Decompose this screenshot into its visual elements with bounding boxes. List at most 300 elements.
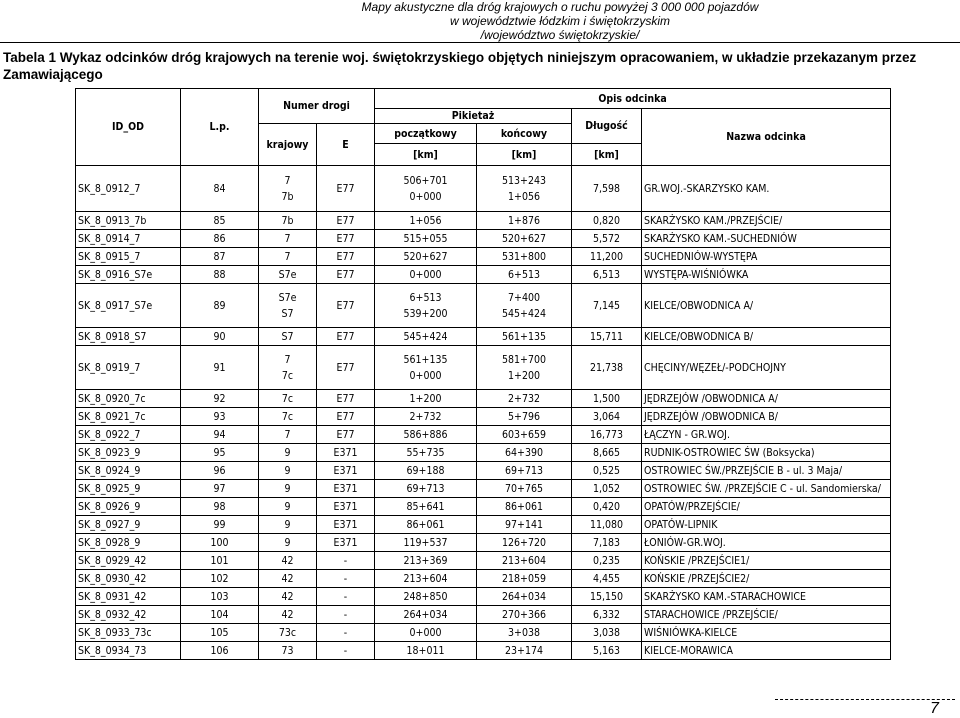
cell-e-value: E77 [336, 268, 355, 281]
table-row [76, 212, 891, 230]
cell-krajowy [259, 328, 317, 346]
table-row [76, 248, 891, 266]
cell-name-value: ŁONIÓW-GR.WOJ. [644, 536, 726, 549]
cell-lp-value: 86 [213, 232, 226, 245]
cell-e [317, 212, 375, 230]
cell-krajowy-value: 9 [284, 536, 291, 549]
cell-lp [181, 248, 259, 266]
cell-start-value: 119+537 [403, 536, 448, 549]
table-row [76, 570, 891, 588]
header-line-1: Mapy akustyczne dla dróg krajowych o ruchu powyżej 3 000 000 pojazdów [361, 0, 759, 14]
cell-end-value: 7+400 [508, 291, 540, 304]
cell-krajowy [259, 480, 317, 498]
cell-length-value: 4,455 [592, 572, 621, 585]
cell-start [375, 408, 477, 426]
cell-name-value: STARACHOWICE /PRZEJŚCIE/ [644, 608, 778, 621]
cell-id [76, 534, 181, 552]
cell-krajowy [259, 534, 317, 552]
cell-e [317, 642, 375, 660]
cell-name [642, 328, 891, 346]
cell-end [477, 266, 572, 284]
cell-krajowy-value: 42 [281, 572, 294, 585]
cell-name-value: WYSTĘPA-WIŚNIÓWKA [644, 268, 749, 281]
cell-name-value: OSTROWIEC ŚW. /PRZEJŚCIE C - ul. Sandomierska/ [644, 482, 881, 495]
header-rule [0, 42, 960, 43]
table-row [76, 166, 891, 212]
cell-krajowy-value: 7b [281, 190, 294, 203]
cell-id [76, 570, 181, 588]
cell-e [317, 230, 375, 248]
cell-name-value: JĘDRZEJÓW /OBWODNICA B/ [644, 410, 778, 423]
cell-name [642, 642, 891, 660]
cell-length [572, 642, 642, 660]
cell-end [477, 390, 572, 408]
table-row [76, 426, 891, 444]
header-line-2: w województwie łódzkim i świętokrzyskim [449, 14, 671, 28]
cell-krajowy [259, 346, 317, 390]
cell-name-value: KIELCE-MORAWICA [644, 644, 733, 657]
cell-length-value: 11,080 [589, 518, 624, 531]
footer-rule [775, 699, 955, 700]
col-numer-header: Numer drogi [259, 89, 375, 124]
table-row [76, 444, 891, 462]
cell-id-value: SK_8_0912_7 [78, 182, 141, 195]
cell-id-value: SK_8_0928_9 [78, 536, 141, 549]
cell-start-value: 18+011 [406, 644, 445, 657]
cell-e-value: E371 [333, 518, 358, 531]
cell-e [317, 266, 375, 284]
cell-id [76, 248, 181, 266]
cell-start-value: 213+369 [403, 554, 448, 567]
cell-length [572, 426, 642, 444]
cell-length [572, 390, 642, 408]
cell-id-value: SK_8_0920_7c [78, 392, 146, 405]
cell-end-value: 86+061 [505, 500, 543, 513]
cell-e-value: - [343, 626, 348, 639]
cell-length-value: 7,145 [592, 299, 621, 312]
unit-km-length: [km] [572, 144, 642, 166]
cell-end [477, 166, 572, 212]
cell-e-value: E371 [333, 446, 358, 459]
cell-id-value: SK_8_0919_7 [78, 361, 141, 374]
cell-end-value: 69+713 [505, 464, 543, 477]
cell-lp-value: 88 [213, 268, 226, 281]
cell-krajowy-value: S7 [281, 330, 294, 343]
cell-end-value: 270+366 [502, 608, 546, 621]
cell-id-value: SK_8_0922_7 [78, 428, 141, 441]
cell-e [317, 408, 375, 426]
cell-e-value: E77 [336, 182, 355, 195]
cell-start [375, 346, 477, 390]
table-row [76, 230, 891, 248]
table-row [76, 516, 891, 534]
cell-start-value: 248+850 [403, 590, 448, 603]
cell-lp [181, 570, 259, 588]
cell-id [76, 266, 181, 284]
cell-end-value: 6+513 [508, 268, 540, 281]
cell-length-value: 5,163 [592, 644, 621, 657]
cell-end [477, 480, 572, 498]
col-koncowy-header: końcowy [477, 124, 572, 144]
cell-e [317, 498, 375, 516]
unit-km-start: [km] [375, 144, 477, 166]
cell-length-value: 0,420 [592, 500, 621, 513]
cell-name-value: WIŚNIÓWKA-KIELCE [644, 626, 738, 639]
cell-id-value: SK_8_0930_42 [78, 572, 147, 585]
cell-lp-value: 87 [213, 250, 226, 263]
cell-krajowy-value: 9 [284, 500, 291, 513]
cell-name [642, 552, 891, 570]
cell-end-value: 70+765 [505, 482, 543, 495]
cell-id [76, 462, 181, 480]
cell-e [317, 534, 375, 552]
cell-length-value: 3,064 [592, 410, 621, 423]
cell-e-value: E77 [336, 214, 355, 227]
cell-krajowy [259, 426, 317, 444]
cell-end [477, 534, 572, 552]
cell-e [317, 390, 375, 408]
cell-krajowy [259, 444, 317, 462]
cell-krajowy [259, 266, 317, 284]
cell-end [477, 346, 572, 390]
cell-lp [181, 462, 259, 480]
cell-id [76, 346, 181, 390]
cell-end [477, 284, 572, 328]
cell-id-value: SK_8_0929_42 [78, 554, 147, 567]
cell-length-value: 6,513 [592, 268, 621, 281]
cell-start [375, 426, 477, 444]
cell-start [375, 570, 477, 588]
document-header [240, 0, 880, 42]
cell-e-value: E371 [333, 500, 358, 513]
cell-length-value: 7,183 [592, 536, 621, 549]
cell-id [76, 498, 181, 516]
cell-lp-value: 94 [213, 428, 226, 441]
cell-lp-value: 99 [213, 518, 226, 531]
cell-krajowy [259, 498, 317, 516]
cell-name [642, 480, 891, 498]
cell-id [76, 166, 181, 212]
cell-end-value: 531+800 [502, 250, 546, 263]
cell-length-value: 6,332 [592, 608, 621, 621]
cell-length [572, 328, 642, 346]
cell-krajowy-value: 9 [284, 482, 291, 495]
cell-krajowy [259, 166, 317, 212]
cell-end-value: 1+056 [508, 190, 540, 203]
cell-length-value: 1,500 [592, 392, 621, 405]
cell-end-value: 513+243 [502, 174, 546, 187]
table-row [76, 588, 891, 606]
cell-length-value: 15,150 [589, 590, 624, 603]
cell-id [76, 284, 181, 328]
cell-e [317, 624, 375, 642]
cell-length-value: 3,038 [592, 626, 621, 639]
cell-id-value: SK_8_0924_9 [78, 464, 141, 477]
cell-id [76, 212, 181, 230]
cell-end-value: 1+200 [508, 369, 540, 382]
table-body [76, 166, 891, 660]
cell-krajowy [259, 284, 317, 328]
cell-krajowy-value: 42 [281, 590, 294, 603]
unit-km-end: [km] [477, 144, 572, 166]
cell-e-value: E77 [336, 392, 355, 405]
road-sections-table [75, 88, 891, 660]
cell-end-value: 3+038 [508, 626, 540, 639]
cell-end-value: 23+174 [505, 644, 543, 657]
cell-start-value: 545+424 [403, 330, 448, 343]
cell-start [375, 462, 477, 480]
cell-e-value: E77 [336, 250, 355, 263]
cell-length [572, 284, 642, 328]
cell-end [477, 624, 572, 642]
cell-lp-value: 89 [213, 299, 226, 312]
cell-name-value: OSTROWIEC ŚW./PRZEJŚCIE B - ul. 3 Maja/ [644, 464, 843, 477]
cell-id [76, 588, 181, 606]
cell-length [572, 534, 642, 552]
cell-lp-value: 95 [213, 446, 226, 459]
cell-lp [181, 426, 259, 444]
cell-name-value: KIELCE/OBWODNICA B/ [644, 330, 754, 343]
cell-id-value: SK_8_0926_9 [78, 500, 141, 513]
cell-end-value: 97+141 [505, 518, 543, 531]
cell-start-value: 0+000 [409, 190, 442, 203]
cell-name [642, 166, 891, 212]
cell-lp-value: 98 [213, 500, 226, 513]
cell-krajowy-value: 42 [281, 608, 294, 621]
cell-end-value: 5+796 [508, 410, 540, 423]
cell-id-value: SK_8_0925_9 [78, 482, 141, 495]
cell-e [317, 516, 375, 534]
cell-length-value: 21,738 [589, 361, 624, 374]
cell-name [642, 212, 891, 230]
cell-end-value: 213+604 [502, 554, 546, 567]
cell-name-value: SKARŻYSKO KAM./PRZEJŚCIE/ [644, 214, 783, 227]
cell-start-value: 561+135 [403, 353, 448, 366]
cell-start-value: 213+604 [403, 572, 448, 585]
col-pikietaz-header: Pikietaż [375, 109, 572, 124]
cell-krajowy-value: S7e [278, 291, 297, 304]
cell-lp-value: 84 [213, 182, 226, 195]
cell-length-value: 11,200 [589, 250, 624, 263]
cell-id-value: SK_8_0933_73c [78, 626, 152, 639]
cell-end-value: 581+700 [502, 353, 546, 366]
cell-end [477, 462, 572, 480]
cell-krajowy-value: 7c [281, 410, 294, 423]
cell-id-value: SK_8_0931_42 [78, 590, 147, 603]
cell-lp [181, 284, 259, 328]
cell-e-value: E77 [336, 361, 355, 374]
cell-lp-value: 106 [210, 644, 229, 657]
cell-length [572, 408, 642, 426]
cell-end [477, 516, 572, 534]
cell-start-value: 1+056 [409, 214, 442, 227]
cell-end [477, 588, 572, 606]
cell-length [572, 166, 642, 212]
cell-name [642, 588, 891, 606]
cell-length [572, 248, 642, 266]
cell-lp-value: 101 [210, 554, 229, 567]
cell-e [317, 284, 375, 328]
cell-name [642, 284, 891, 328]
col-nazwa-header: Nazwa odcinka [642, 109, 891, 166]
cell-lp [181, 534, 259, 552]
cell-krajowy [259, 552, 317, 570]
cell-id-value: SK_8_0923_9 [78, 446, 141, 459]
cell-end-value: 603+659 [502, 428, 546, 441]
cell-name-value: SKARŻYSKO KAM.-STARACHOWICE [644, 590, 807, 603]
cell-lp [181, 480, 259, 498]
cell-start [375, 480, 477, 498]
cell-krajowy [259, 516, 317, 534]
cell-name-value: SKARŻYSKO KAM.-SUCHEDNIÓW [644, 232, 797, 245]
cell-start-value: 506+701 [403, 174, 448, 187]
cell-start-value: 520+627 [403, 250, 448, 263]
cell-lp [181, 230, 259, 248]
cell-id-value: SK_8_0927_9 [78, 518, 141, 531]
cell-krajowy-value: 7 [284, 250, 291, 263]
cell-name [642, 534, 891, 552]
cell-e-value: E371 [333, 536, 358, 549]
cell-name-value: GR.WOJ.-SKARZYSKO KAM. [644, 182, 770, 195]
cell-lp-value: 97 [213, 482, 226, 495]
cell-name [642, 498, 891, 516]
table-row [76, 328, 891, 346]
cell-e [317, 444, 375, 462]
cell-e-value: E371 [333, 464, 358, 477]
cell-lp [181, 390, 259, 408]
header-line-3: /województwo świętokrzyskie/ [480, 28, 640, 42]
cell-start-value: 0+000 [409, 268, 442, 281]
cell-krajowy-value: 42 [281, 554, 294, 567]
cell-e [317, 462, 375, 480]
cell-id [76, 624, 181, 642]
cell-end-value: 561+135 [502, 330, 546, 343]
cell-start [375, 588, 477, 606]
cell-e [317, 346, 375, 390]
table-row [76, 284, 891, 328]
cell-krajowy-value: 9 [284, 446, 291, 459]
cell-end [477, 444, 572, 462]
cell-start [375, 266, 477, 284]
cell-end [477, 570, 572, 588]
cell-id-value: SK_8_0915_7 [78, 250, 141, 263]
cell-lp-value: 102 [210, 572, 229, 585]
cell-krajowy-value: 7 [284, 174, 291, 187]
cell-length-value: 0,235 [592, 554, 621, 567]
cell-end [477, 498, 572, 516]
cell-lp-value: 103 [210, 590, 229, 603]
cell-e [317, 166, 375, 212]
cell-name [642, 230, 891, 248]
cell-id-value: SK_8_0914_7 [78, 232, 141, 245]
cell-start [375, 606, 477, 624]
cell-start [375, 624, 477, 642]
cell-lp-value: 104 [210, 608, 229, 621]
cell-name [642, 266, 891, 284]
cell-lp-value: 85 [213, 214, 226, 227]
cell-length [572, 266, 642, 284]
cell-lp-value: 96 [213, 464, 226, 477]
cell-length-value: 0,820 [592, 214, 621, 227]
table-row [76, 534, 891, 552]
cell-lp-value: 91 [213, 361, 226, 374]
cell-krajowy-value: 73c [278, 626, 297, 639]
cell-start-value: 55+735 [406, 446, 445, 459]
cell-krajowy-value: 9 [284, 518, 291, 531]
cell-e-value: E77 [336, 330, 355, 343]
cell-e-value: - [343, 572, 348, 585]
table-row [76, 552, 891, 570]
cell-krajowy [259, 212, 317, 230]
cell-id [76, 606, 181, 624]
cell-length [572, 570, 642, 588]
cell-start-value: 69+188 [406, 464, 445, 477]
cell-length [572, 606, 642, 624]
col-id-header: ID_OD [76, 89, 181, 166]
col-krajowy-header: krajowy [259, 124, 317, 166]
cell-name-value: KIELCE/OBWODNICA A/ [644, 299, 754, 312]
table-row [76, 624, 891, 642]
cell-krajowy-value: 7 [284, 232, 291, 245]
cell-krajowy [259, 606, 317, 624]
cell-name-value: SUCHEDNIÓW-WYSTĘPA [644, 250, 758, 263]
cell-id [76, 426, 181, 444]
cell-e [317, 328, 375, 346]
table-row [76, 642, 891, 660]
cell-krajowy [259, 570, 317, 588]
table-row [76, 390, 891, 408]
cell-length [572, 516, 642, 534]
cell-length-value: 16,773 [589, 428, 624, 441]
cell-krajowy [259, 408, 317, 426]
cell-lp [181, 516, 259, 534]
cell-lp [181, 588, 259, 606]
cell-id-value: SK_8_0918_S7 [78, 330, 147, 343]
cell-length [572, 444, 642, 462]
cell-end [477, 642, 572, 660]
cell-lp [181, 266, 259, 284]
cell-id [76, 230, 181, 248]
cell-lp [181, 642, 259, 660]
cell-e [317, 606, 375, 624]
cell-krajowy-value: 7c [281, 369, 294, 382]
cell-end-value: 1+876 [508, 214, 540, 227]
page-number: 7 [930, 700, 939, 717]
cell-length-value: 8,665 [592, 446, 621, 459]
cell-end-value: 545+424 [502, 307, 546, 320]
cell-e-value: E77 [336, 428, 355, 441]
cell-lp [181, 624, 259, 642]
cell-name-value: OPATÓW/PRZEJŚCIE/ [644, 500, 740, 513]
cell-start-value: 539+200 [403, 307, 448, 320]
cell-end-value: 2+732 [508, 392, 540, 405]
cell-start [375, 444, 477, 462]
cell-e-value: - [343, 554, 348, 567]
cell-lp [181, 346, 259, 390]
cell-krajowy [259, 390, 317, 408]
cell-start-value: 0+000 [409, 369, 442, 382]
table-row [76, 606, 891, 624]
cell-e [317, 480, 375, 498]
table-row [76, 408, 891, 426]
cell-lp [181, 444, 259, 462]
cell-length-value: 1,052 [592, 482, 621, 495]
cell-name-value: RUDNIK-OSTROWIEC ŚW (Boksycka) [644, 446, 815, 459]
cell-end [477, 408, 572, 426]
cell-e-value: E77 [336, 232, 355, 245]
cell-krajowy [259, 588, 317, 606]
cell-krajowy-value: 7b [281, 214, 294, 227]
